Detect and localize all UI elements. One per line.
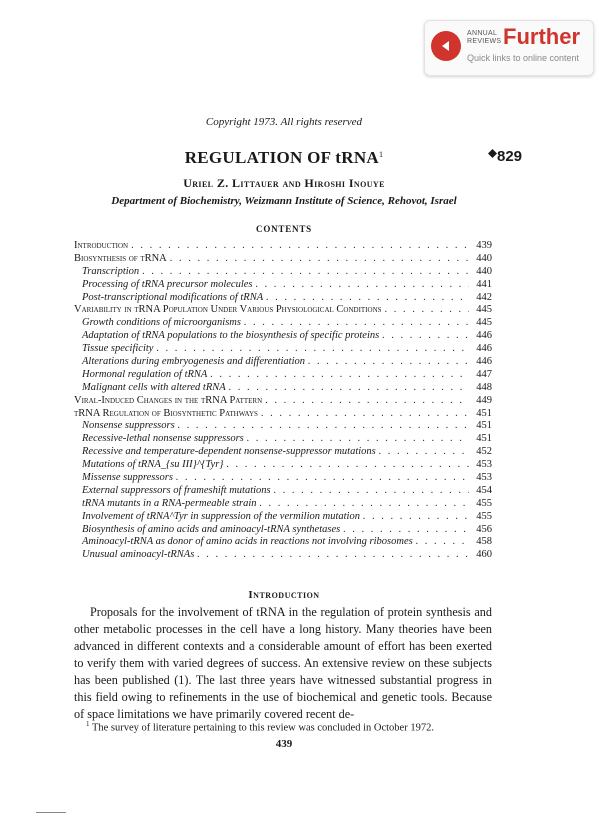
toc-page: 445 [476,317,492,329]
toc-leader-dots [226,459,469,472]
page-code-value: 829 [497,148,523,165]
toc-label: Recessive and temperature-dependent nonsense-suppressor mutations [82,446,376,458]
toc-leader-dots [142,266,469,279]
toc-label: Malignant cells with altered tRNA [82,381,226,393]
toc-row [74,549,492,562]
toc-leader-dots [382,330,469,343]
toc-leader-dots [416,536,469,549]
body-paragraph: Proposals for the involvement of tRNA in the regulation of protein synthesis and other metabolic processes in the cell have a long history. Many theories have been advanced in different contexts and a considerable amount of effort has been exerted to verify them with varied degrees of success. An extensive review on these subjects has been published (1). The last three years have witnessed substantial progress in this field owing to refinements in the use of biochemical and genetic tools. Because of space limitations we have primarily covered recent de- [74,605,492,721]
table-of-contents [74,240,492,562]
toc-leader-dots [210,369,469,382]
toc-page: 460 [476,549,492,561]
article-title [0,148,568,168]
toc-page: 451 [476,433,492,445]
toc-label: Missense suppressors [82,472,173,484]
contents-heading: CONTENTS [256,224,312,234]
toc-label: Transcription [82,265,140,277]
title-text: REGULATION OF tRNA [184,148,379,167]
badge-tagline: Quick links to online content [467,53,580,63]
toc-leader-dots [247,433,469,446]
toc-leader-dots [176,472,469,485]
toc-leader-dots [266,292,469,305]
title-footnote-mark: 1 [378,150,384,159]
page-number: 439 [275,738,293,750]
toc-page: 446 [476,343,492,355]
toc-label: Aminoacyl-tRNA as donor of amino acids in reactions not involving ribosomes [82,536,413,548]
footnote [74,720,492,734]
toc-row [74,382,492,395]
toc-row [74,524,492,537]
toc-leader-dots [256,279,469,292]
toc-leader-dots [197,549,469,562]
toc-row [74,420,492,433]
toc-row [74,253,492,266]
toc-row [74,408,492,421]
toc-row [74,356,492,369]
toc-leader-dots [385,304,469,317]
toc-page: 449 [476,394,492,406]
toc-page: 441 [476,278,492,290]
toc-row [74,459,492,472]
toc-label: Unusual aminoacyl-tRNAs [82,549,195,561]
toc-page: 453 [476,472,492,484]
toc-leader-dots [265,395,469,408]
toc-page: 447 [476,368,492,380]
toc-leader-dots [379,446,469,459]
toc-row [74,536,492,549]
toc-row [74,485,492,498]
toc-leader-dots [156,343,469,356]
toc-page: 439 [476,240,492,251]
toc-row [74,304,492,317]
badge-publisher: ANNUAL REVIEWS [467,30,502,45]
toc-row [74,395,492,408]
toc-label: Variability in tRNA Population Under Various Physiological Conditions [74,304,382,316]
toc-leader-dots [244,317,469,330]
toc-label: Growth conditions of microorganisms [82,317,241,329]
further-badge[interactable] [424,20,594,76]
toc-label: Biosynthesis of amino acids and aminoacyl-tRNA synthetases [82,523,341,535]
body-text [74,604,492,723]
toc-row [74,343,492,356]
toc-page: 451 [476,420,492,432]
toc-row [74,292,492,305]
toc-label: Involvement of tRNA^Tyr in suppression of the vermilion mutation [82,510,360,522]
toc-label: Hormonal regulation of tRNA [82,368,208,380]
toc-page: 442 [476,291,492,303]
toc-leader-dots [229,382,469,395]
toc-page: 456 [476,523,492,535]
toc-row [74,279,492,292]
bottom-rule [36,812,66,813]
toc-label: Viral-Induced Changes in the tRNA Pattern [74,394,263,406]
section-heading: Introduction [248,589,320,601]
toc-leader-dots [343,524,469,537]
footnote-mark: 1 [86,720,90,728]
toc-page: 445 [476,304,492,316]
toc-leader-dots [261,408,469,421]
toc-leader-dots [274,485,469,498]
copyright-notice: Copyright 1973. All rights reserved [205,116,363,128]
toc-label: tRNA mutants in a RNA-permeable strain [82,497,257,509]
toc-page: 452 [476,446,492,458]
toc-leader-dots [170,253,469,266]
footnote-text: The survey of literature pertaining to this review was concluded in October 1972. [91,722,434,734]
toc-row [74,433,492,446]
toc-label: External suppressors of frameshift mutations [82,484,271,496]
toc-row [74,240,492,253]
toc-page: 446 [476,330,492,342]
toc-label: Mutations of tRNA_{su III}^{Tyr} [82,459,224,471]
toc-row [74,369,492,382]
toc-page: 440 [476,252,492,264]
toc-row [74,317,492,330]
toc-label: Introduction [74,240,129,251]
toc-row [74,511,492,524]
toc-leader-dots [178,420,469,433]
badge-brand: Further [503,24,580,49]
toc-page: 446 [476,356,492,368]
toc-row [74,498,492,511]
toc-page: 455 [476,497,492,509]
toc-page: 455 [476,510,492,522]
play-arrow-icon [431,31,461,61]
toc-label: Biosynthesis of tRNA [74,252,167,264]
diamond-mark-icon [488,149,497,158]
toc-page: 458 [476,536,492,548]
toc-leader-dots [131,240,469,253]
toc-label: tRNA Regulation of Biosynthetic Pathways [74,407,258,419]
toc-page: 453 [476,459,492,471]
toc-leader-dots [363,511,469,524]
authors: Uriel Z. Littauer and Hiroshi Inouye [183,176,385,190]
toc-page: 451 [476,407,492,419]
toc-label: Adaptation of tRNA populations to the biosynthesis of specific proteins [82,330,380,342]
toc-leader-dots [260,498,469,511]
toc-page: 454 [476,484,492,496]
toc-label: Nonsense suppressors [82,420,175,432]
toc-label: Tissue specificity [82,343,154,355]
toc-label: Processing of tRNA precursor molecules [82,278,253,290]
toc-label: Post-transcriptional modifications of tRNA [82,291,264,303]
toc-page: 440 [476,265,492,277]
toc-row [74,330,492,343]
affiliation: Department of Biochemistry, Weizmann Institute of Science, Rehovot, Israel [111,195,457,207]
toc-row [74,472,492,485]
toc-label: Alterations during embryogenesis and differentiation [82,356,306,368]
toc-page: 448 [476,381,492,393]
toc-label: Recessive-lethal nonsense suppressors [82,433,244,445]
toc-row [74,446,492,459]
toc-row [74,266,492,279]
toc-leader-dots [308,356,469,369]
page-code [488,148,522,165]
